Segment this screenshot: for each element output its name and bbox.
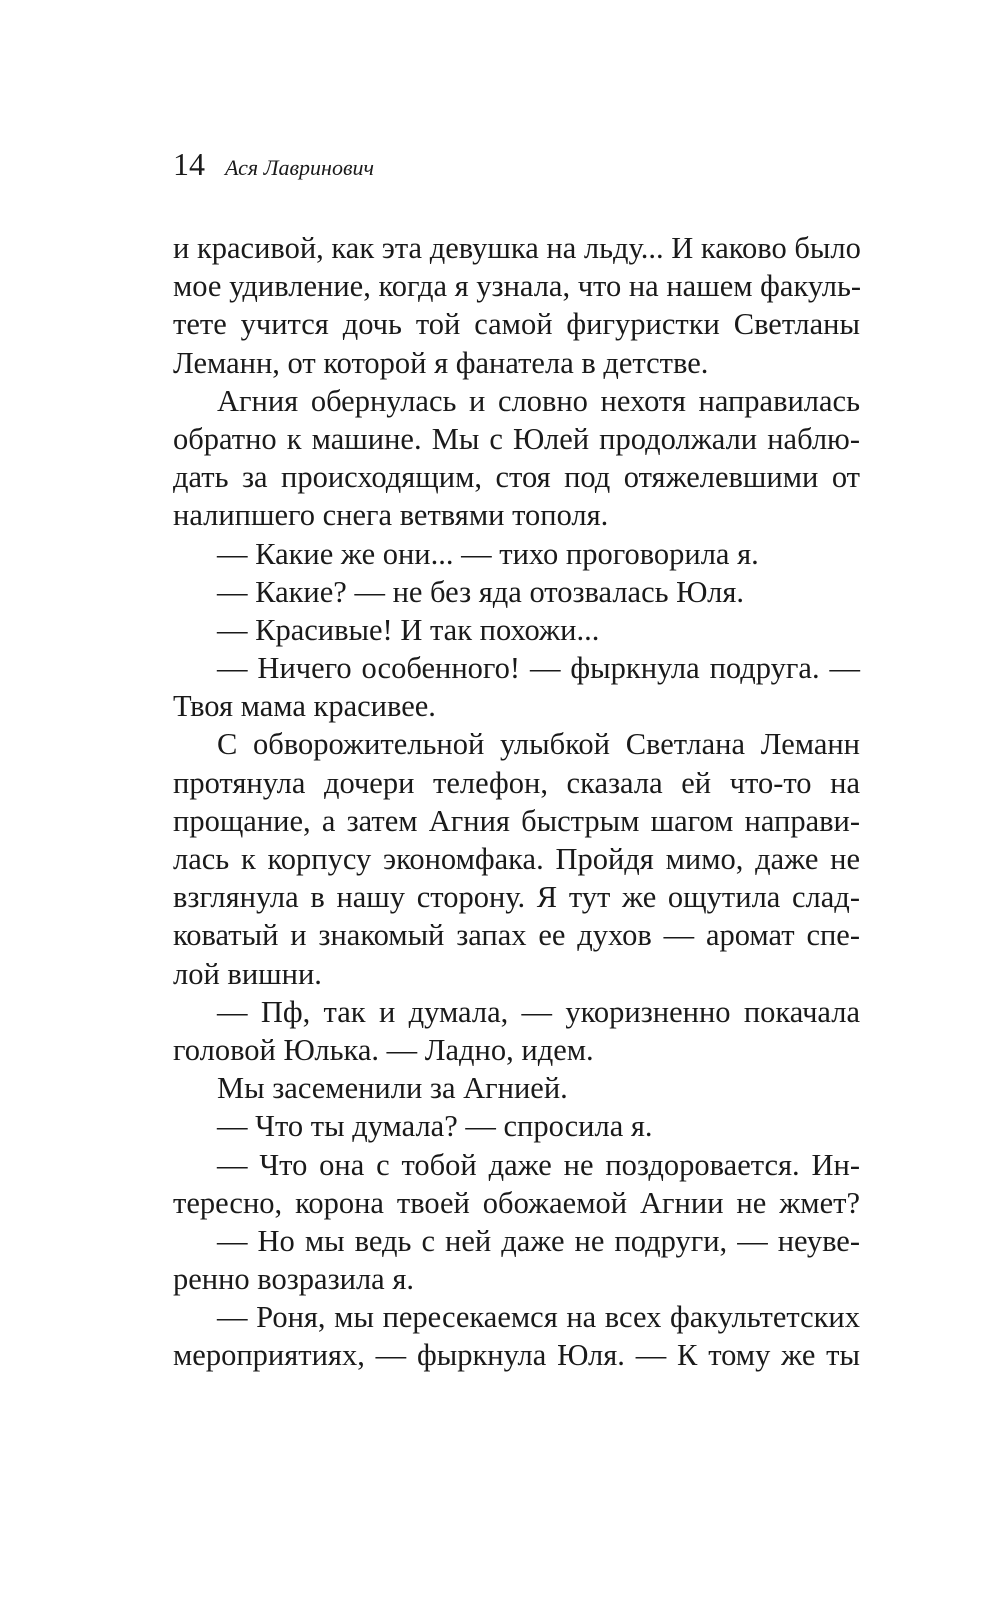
- text-line: — Какие? — не без яда отозвалась Юля.: [217, 574, 744, 609]
- text-line: — Роня, мы пересекаемся на всех факультетских: [217, 1300, 860, 1335]
- text-line: — Что она с тобой даже не поздоровается. Ин-: [217, 1147, 860, 1182]
- text-line: Мы засеменили за Агнией.: [217, 1071, 568, 1106]
- text-line: — Красивые! И так похожи...: [217, 612, 600, 647]
- text-line: и красивой, как эта девушка на льду... И каково было: [173, 231, 861, 265]
- text-line: обратно к машине. Мы с Юлей продолжали наблю-: [173, 421, 860, 456]
- text-line: тете учится дочь той самой фигуристки Светланы: [173, 307, 860, 342]
- text-line: налипшего снега ветвями тополя.: [173, 498, 609, 533]
- text-line: мое удивление, когда я узнала, что на нашем факуль-: [173, 269, 862, 304]
- text-line: тересно, корона твоей обожаемой Агнии не жмет?: [173, 1185, 860, 1220]
- text-line: лась к корпусу экономфака. Пройдя мимо, даже не: [173, 842, 860, 876]
- text-line: дать за происходящим, стоя под отяжелевшими от: [173, 460, 860, 495]
- text-line: — Какие же они... — тихо проговорила я.: [217, 536, 759, 571]
- text-line: — Ничего особенного! — фыркнула подруга. —: [217, 651, 860, 686]
- running-head: [173, 148, 873, 198]
- text-line: головой Юлька. — Ладно, идем.: [173, 1032, 594, 1067]
- text-line: — Пф, так и думала, — укоризненно покачала: [217, 994, 860, 1029]
- text-line: лой вишни.: [173, 956, 322, 991]
- text-line: С обворожительной улыбкой Светлана Леманн: [217, 727, 860, 762]
- text-line: — Но мы ведь с ней даже не подруги, — неуве-: [217, 1223, 860, 1258]
- text-line: протянула дочери телефон, сказала ей что-то на: [173, 765, 860, 800]
- text-line: — Что ты думала? — спросила я.: [217, 1109, 653, 1144]
- body-text: [173, 229, 860, 1375]
- text-line: мероприятиях, — фыркнула Юля. — К тому же ты: [173, 1338, 860, 1373]
- text-line: коватый и знакомый запах ее духов — аромат спе-: [173, 918, 860, 953]
- text-line: ренно возразила я.: [173, 1262, 414, 1297]
- author-name: Ася Лавринович: [225, 155, 375, 180]
- text-line: взглянула в нашу сторону. Я тут же ощутила слад-: [173, 880, 860, 915]
- page-number: 14: [173, 146, 205, 182]
- text-line: прощание, а затем Агния быстрым шагом направи-: [173, 803, 860, 838]
- text-line: Агния обернулась и словно нехотя направилась: [217, 383, 860, 418]
- text-line: Леманн, от которой я фанатела в детстве.: [173, 345, 709, 380]
- text-line: Твоя мама красивее.: [173, 689, 436, 724]
